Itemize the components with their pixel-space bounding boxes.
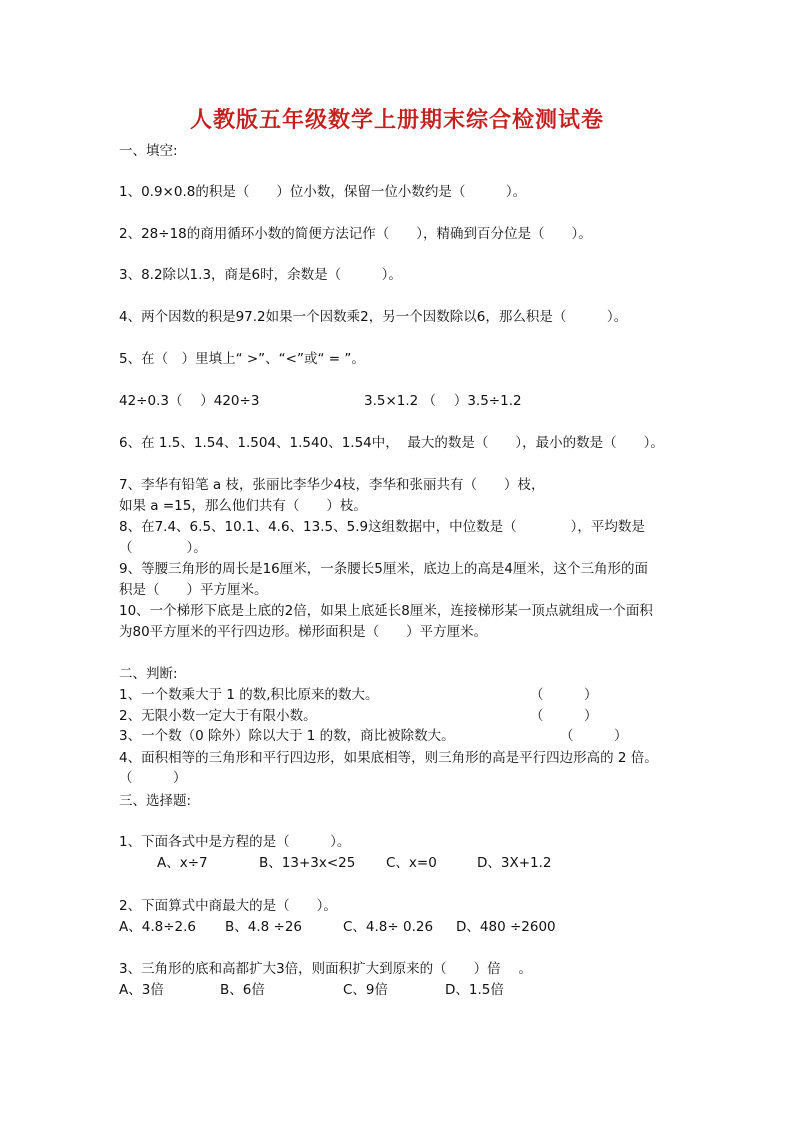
question-7-line-2: 如果 a =15，那么他们共有（ ）枝。 — [119, 498, 367, 514]
question-5: 5、在（ ）里填上“ >”、“<”或“ = ”。 — [119, 351, 365, 367]
judge-1: 1、一个数乘大于 1 的数,积比原来的数大。 — [119, 687, 379, 703]
question-8-line-1: 8、在7.4、6.5、10.1、4.6、13.5、5.9这组数据中，中位数是（ ），平均数是 — [119, 519, 645, 535]
question-9-line-2: 积是（ ）平方厘米。 — [119, 582, 268, 598]
choice-3: 3、三角形的底和高都扩大3倍，则面积扩大到原来的（ ）倍 。 — [119, 961, 532, 977]
section-choice-heading: 三、选择题: — [119, 793, 192, 809]
choice-1-option-b: B、13+3x<25 — [259, 855, 356, 871]
choice-3-option-a: A、3倍 — [119, 982, 164, 998]
choice-2-option-b: B、4.8 ÷26 — [225, 919, 303, 935]
question-5-part-b: 3.5×1.2 （ ）3.5÷1.2 — [364, 393, 522, 409]
judge-2: 2、无限小数一定大于有限小数。 — [119, 708, 317, 724]
question-6: 6、在 1.5、1.54、1.504、1.540、1.54中， 最大的数是（ ），最小的数是（ ）。 — [119, 435, 664, 451]
choice-1-option-a: A、x÷7 — [157, 855, 208, 871]
question-8-line-2: （ ）。 — [119, 540, 207, 556]
choice-2-option-c: C、4.8÷ 0.26 — [343, 919, 434, 935]
choice-2-option-a: A、4.8÷2.6 — [119, 919, 196, 935]
question-7-line-1: 7、李华有铅笔 a 枝，张丽比李华少4枝，李华和张丽共有（ ）枝， — [119, 477, 545, 493]
judge-1-paren: （ ） — [530, 687, 598, 703]
choice-3-option-d: D、1.5倍 — [445, 982, 504, 998]
section-judge-heading: 二、判断: — [119, 666, 178, 682]
judge-3-paren: （ ） — [560, 728, 628, 744]
section-fill-heading: 一、填空: — [119, 143, 178, 159]
choice-2: 2、下面算式中商最大的是（ ）。 — [119, 898, 337, 914]
page-title: 人教版五年级数学上册期末综合检测试卷 — [189, 107, 604, 133]
question-4: 4、两个因数的积是97.2如果一个因数乘2，另一个因数除以6，那么积是（ ）。 — [119, 309, 628, 325]
judge-2-paren: （ ） — [530, 708, 598, 724]
question-2: 2、28÷18的商用循环小数的简便方法记作（ ），精确到百分位是（ ）。 — [119, 226, 592, 242]
choice-1-option-d: D、3X+1.2 — [477, 855, 552, 871]
choice-2-option-d: D、480 ÷2600 — [456, 919, 556, 935]
choice-3-option-b: B、6倍 — [220, 982, 265, 998]
question-5-part-a: 42÷0.3（ ）420÷3 — [119, 393, 260, 409]
question-10-line-2: 为80平方厘米的平行四边形。梯形面积是（ ）平方厘米。 — [119, 624, 488, 640]
judge-3: 3、一个数（0 除外）除以大于 1 的数，商比被除数大。 — [119, 728, 455, 744]
choice-3-option-c: C、9倍 — [343, 982, 389, 998]
judge-4-paren: （ ） — [119, 770, 187, 786]
choice-1: 1、下面各式中是方程的是（ ）。 — [119, 834, 351, 850]
choice-1-option-c: C、x=0 — [386, 855, 437, 871]
question-3: 3、8.2除以1.3，商是6时，余数是（ ）。 — [119, 267, 402, 283]
judge-4: 4、面积相等的三角形和平行四边形，如果底相等，则三角形的高是平行四边形高的 2 倍。 — [119, 750, 658, 766]
question-9-line-1: 9、等腰三角形的周长是16厘米，一条腰长5厘米，底边上的高是4厘米，这个三角形的面 — [119, 561, 648, 577]
question-1: 1、0.9×0.8的积是（ ）位小数，保留一位小数约是（ ）。 — [119, 184, 527, 200]
question-10-line-1: 10、一个梯形下底是上底的2倍，如果上底延长8厘米，连接梯形某一顶点就组成一个面积 — [119, 603, 653, 619]
